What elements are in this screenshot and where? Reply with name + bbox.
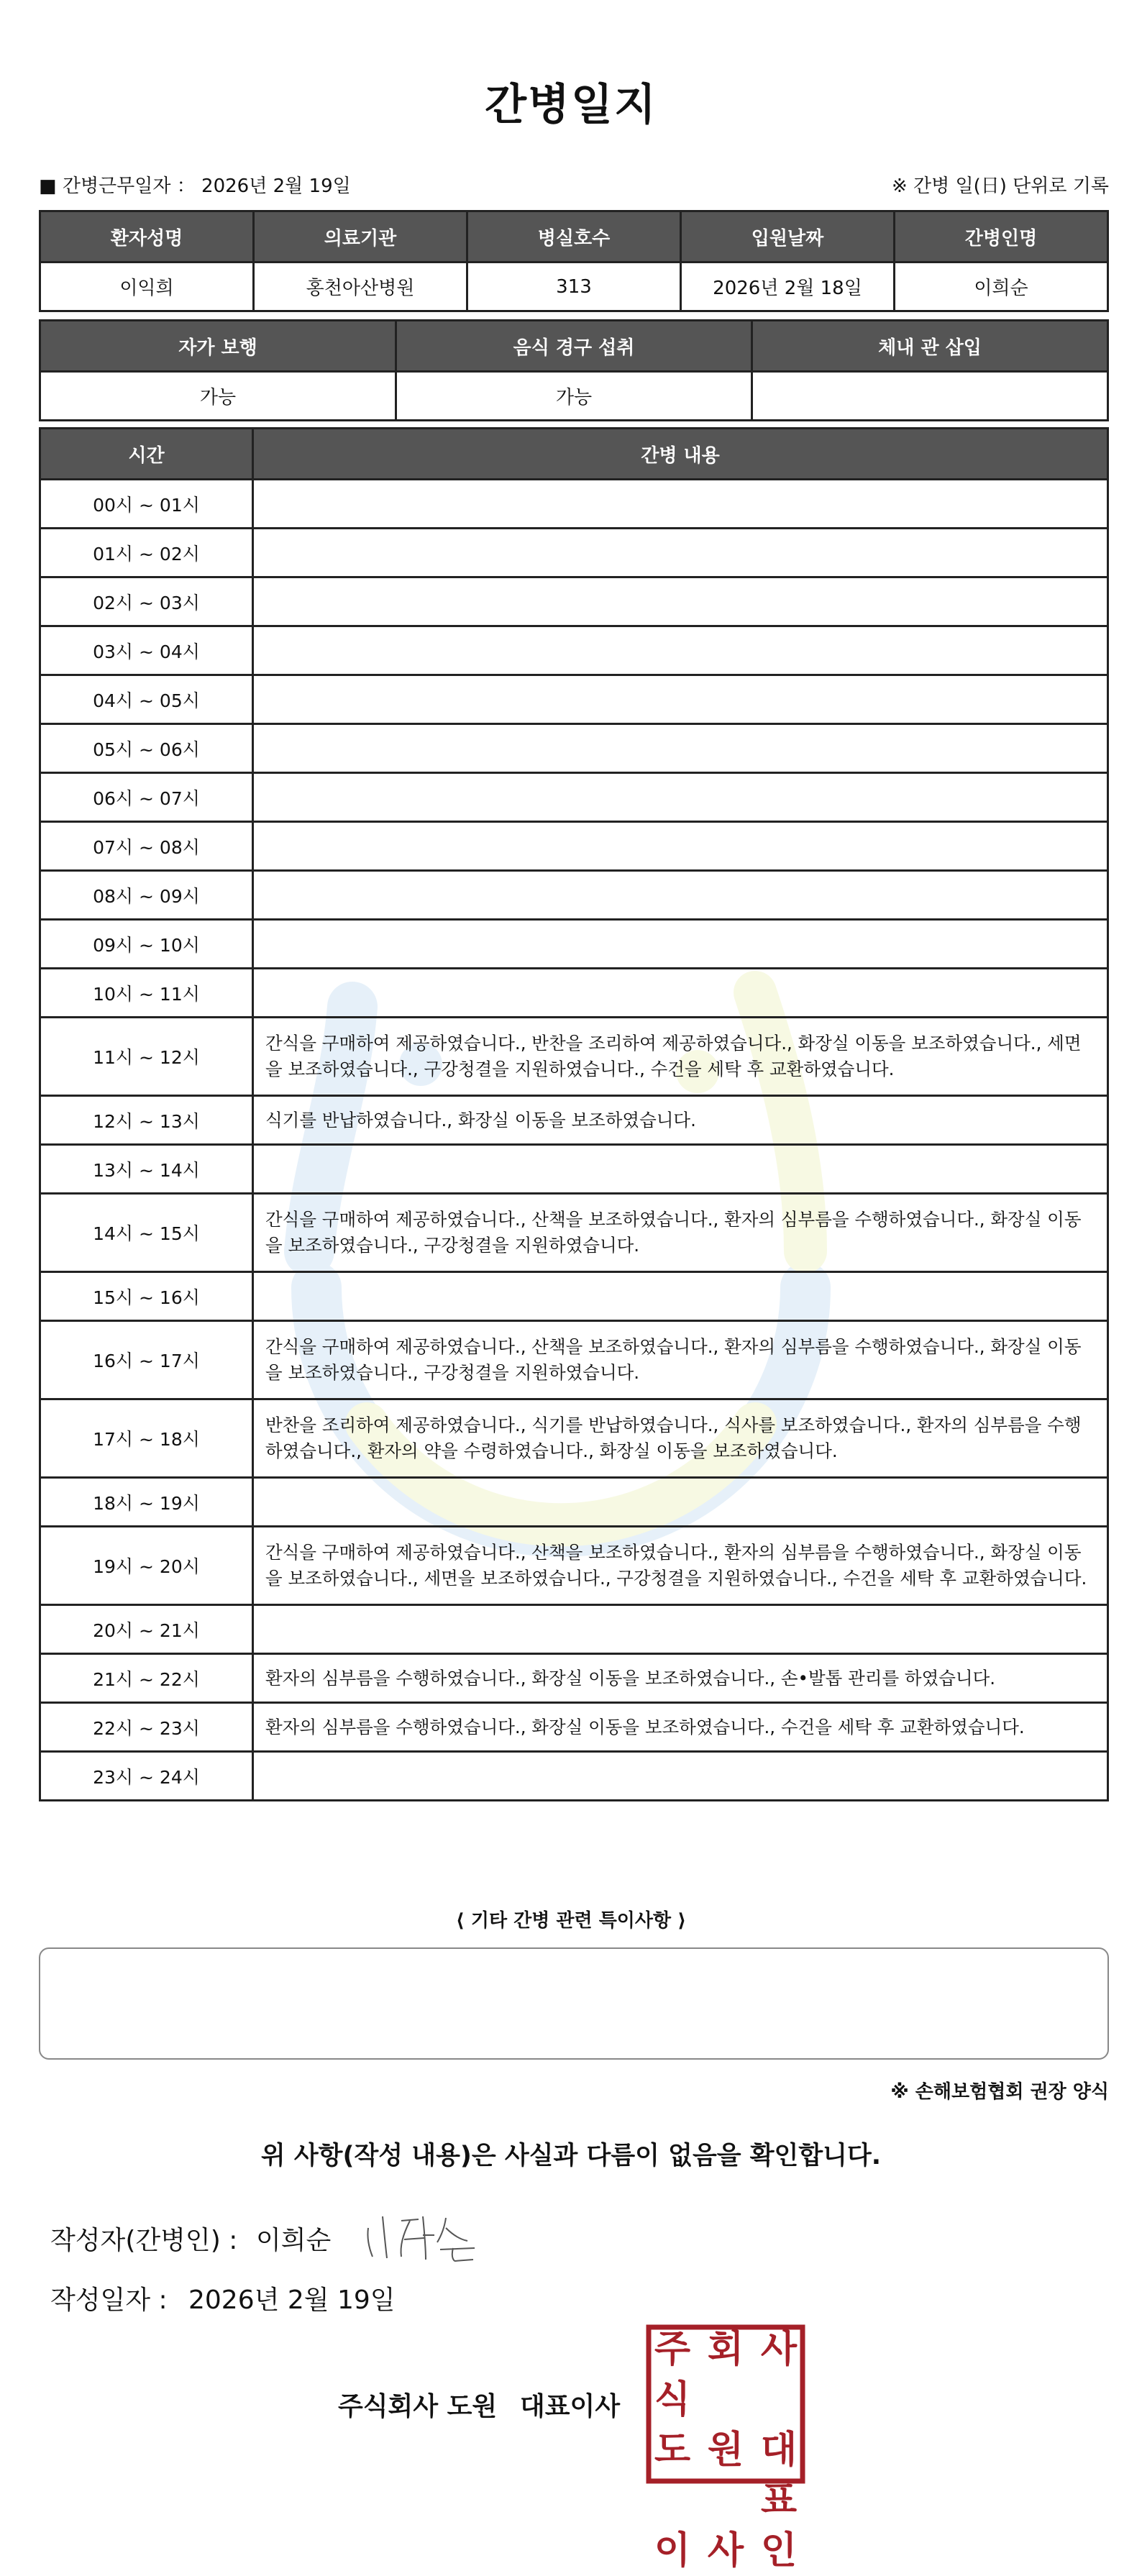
- time-slot-cell: 20시 ~ 21시: [40, 1605, 253, 1654]
- unit-note: ※ 간병 일(日) 단위로 기록: [891, 175, 1109, 197]
- time-slot-cell: 03시 ~ 04시: [40, 626, 253, 675]
- table-row: [40, 262, 1108, 311]
- time-slot-cell: 05시 ~ 06시: [40, 724, 253, 773]
- table-row: [40, 1703, 1108, 1752]
- confirmation-statement: 위 사항(작성 내용)은 사실과 다름이 없음을 확인합니다.: [260, 2142, 882, 2170]
- table-row: [40, 1096, 1108, 1145]
- header-care-content: 간병 내용: [253, 429, 1108, 480]
- table-header-row: [40, 321, 1108, 372]
- care-content-cell: [253, 480, 1108, 529]
- care-content-cell: [253, 1752, 1108, 1801]
- table-row: [40, 1527, 1108, 1605]
- walking-value: 가능: [40, 372, 396, 421]
- table-row: [40, 1321, 1108, 1399]
- time-slot-cell: 23시 ~ 24시: [40, 1752, 253, 1801]
- care-content-cell: [253, 1272, 1108, 1321]
- hospital-value: 홍천아산병원: [254, 262, 467, 311]
- time-slot-cell: 17시 ~ 18시: [40, 1399, 253, 1478]
- table-row: [40, 626, 1108, 675]
- care-content-cell: 환자의 심부름을 수행하였습니다., 화장실 이동을 보조하였습니다., 손•발톱 관리를 하였습니다.: [253, 1654, 1108, 1703]
- care-content-cell: 간식을 구매하여 제공하였습니다., 산책을 보조하였습니다., 환자의 심부름을 수행하였습니다., 화장실 이동을 보조하였습니다., 구강청결을 지원하였습니다.: [253, 1321, 1108, 1399]
- company-name: 주식회사 도원: [338, 2392, 498, 2421]
- care-content-cell: 반찬을 조리하여 제공하였습니다., 식기를 반납하였습니다., 식사를 보조하였습니다., 환자의 심부름을 수행하였습니다., 환자의 약을 수령하였습니다., 화장실 이동을 보조하였습니다.: [253, 1399, 1108, 1478]
- time-slot-cell: 04시 ~ 05시: [40, 675, 253, 724]
- time-slot-cell: 16시 ~ 17시: [40, 1321, 253, 1399]
- table-row: [40, 773, 1108, 822]
- table-row: [40, 577, 1108, 626]
- time-slot-cell: 02시 ~ 03시: [40, 577, 253, 626]
- time-slot-cell: 19시 ~ 20시: [40, 1527, 253, 1605]
- header-hospital: 의료기관: [254, 211, 467, 262]
- care-content-cell: 식기를 반납하였습니다., 화장실 이동을 보조하였습니다.: [253, 1096, 1108, 1145]
- time-slot-cell: 13시 ~ 14시: [40, 1145, 253, 1194]
- time-slot-cell: 06시 ~ 07시: [40, 773, 253, 822]
- care-content-cell: [253, 675, 1108, 724]
- table-row: [40, 969, 1108, 1018]
- time-slot-cell: 07시 ~ 08시: [40, 822, 253, 871]
- table-row: [40, 1194, 1108, 1272]
- care-content-cell: [253, 1145, 1108, 1194]
- written-date-value: 2026년 2월 19일: [188, 2285, 396, 2315]
- care-content-cell: [253, 871, 1108, 920]
- header-caregiver-name: 간병인명: [895, 211, 1108, 262]
- time-slot-cell: 14시 ~ 15시: [40, 1194, 253, 1272]
- care-content-cell: [253, 969, 1108, 1018]
- written-date-label: 작성일자 :: [50, 2285, 168, 2315]
- company-seal: [646, 2324, 805, 2572]
- table-row: [40, 1018, 1108, 1096]
- table-header-row: [40, 429, 1108, 480]
- time-slot-cell: 12시 ~ 13시: [40, 1096, 253, 1145]
- page-title: 간병일지: [485, 80, 657, 130]
- author-name: 이희순: [256, 2226, 332, 2255]
- table-row: [40, 480, 1108, 529]
- table-row: [40, 1605, 1108, 1654]
- care-content-cell: [253, 773, 1108, 822]
- remarks-box: [39, 1947, 1109, 2060]
- header-walking: 자가 보행: [40, 321, 396, 372]
- time-slot-cell: 15시 ~ 16시: [40, 1272, 253, 1321]
- admission-date-value: 2026년 2월 18일: [681, 262, 895, 311]
- care-content-cell: [253, 626, 1108, 675]
- patient-name-value: 이익희: [40, 262, 254, 311]
- table-row: [40, 529, 1108, 577]
- table-row: [40, 1752, 1108, 1801]
- time-slot-cell: 21시 ~ 22시: [40, 1654, 253, 1703]
- table-row: [40, 1272, 1108, 1321]
- ability-table: [39, 319, 1109, 421]
- remarks-title: ⟨ 기타 간병 관련 특이사항 ⟩: [455, 1910, 687, 1932]
- care-content-cell: [253, 1478, 1108, 1527]
- care-content-cell: [253, 822, 1108, 871]
- care-content-cell: [253, 577, 1108, 626]
- table-row: [40, 1399, 1108, 1478]
- time-slot-cell: 01시 ~ 02시: [40, 529, 253, 577]
- header-tube-insertion: 체내 관 삽입: [752, 321, 1108, 372]
- header-patient-name: 환자성명: [40, 211, 254, 262]
- table-row: [40, 1145, 1108, 1194]
- care-content-cell: 환자의 심부름을 수행하였습니다., 화장실 이동을 보조하였습니다., 수건을 세탁 후 교환하였습니다.: [253, 1703, 1108, 1752]
- time-slot-cell: 00시 ~ 01시: [40, 480, 253, 529]
- time-slot-cell: 22시 ~ 23시: [40, 1703, 253, 1752]
- table-row: [40, 822, 1108, 871]
- table-row: [40, 1654, 1108, 1703]
- ceo-title: 대표이사: [520, 2392, 621, 2421]
- table-row: [40, 920, 1108, 969]
- author-label: 작성자(간병인) :: [50, 2226, 238, 2255]
- care-content-cell: [253, 920, 1108, 969]
- handwritten-signature: [360, 2206, 489, 2264]
- time-slot-cell: 11시 ~ 12시: [40, 1018, 253, 1096]
- patient-info-table: [39, 210, 1109, 312]
- header-time: 시간: [40, 429, 253, 480]
- table-row: [40, 871, 1108, 920]
- header-room-number: 병실호수: [467, 211, 681, 262]
- recommended-form-note: ※ 손해보험협회 권장 양식: [890, 2081, 1109, 2103]
- time-slot-cell: 10시 ~ 11시: [40, 969, 253, 1018]
- table-row: [40, 372, 1108, 421]
- table-header-row: [40, 211, 1108, 262]
- time-slot-cell: 18시 ~ 19시: [40, 1478, 253, 1527]
- tube-insertion-value: [752, 372, 1108, 421]
- time-slot-cell: 08시 ~ 09시: [40, 871, 253, 920]
- care-content-cell: 간식을 구매하여 제공하였습니다., 산책을 보조하였습니다., 환자의 심부름을 수행하였습니다., 화장실 이동을 보조하였습니다., 세면을 보조하였습니다., 구강청결을 지원하였습니다., 수건을 세탁 후 교환하였습니다.: [253, 1527, 1108, 1605]
- care-content-cell: [253, 724, 1108, 773]
- header-admission-date: 입원날짜: [681, 211, 895, 262]
- seal-lettering: 주식 회 사 도 원 대표 이 사 인: [654, 2327, 798, 2572]
- room-number-value: 313: [467, 262, 681, 311]
- care-content-cell: 간식을 구매하여 제공하였습니다., 산책을 보조하였습니다., 환자의 심부름을 수행하였습니다., 화장실 이동을 보조하였습니다., 구강청결을 지원하였습니다.: [253, 1194, 1108, 1272]
- care-content-cell: [253, 1605, 1108, 1654]
- work-date-label: ■ 간병근무일자 ： 2026년 2월 19일: [39, 175, 351, 197]
- care-content-cell: 간식을 구매하여 제공하였습니다., 반찬을 조리하여 제공하였습니다., 화장실 이동을 보조하였습니다., 세면을 보조하였습니다., 구강청결을 지원하였습니다., 수건을 세탁 후 교환하였습니다.: [253, 1018, 1108, 1096]
- table-row: [40, 724, 1108, 773]
- table-row: [40, 675, 1108, 724]
- care-content-cell: [253, 529, 1108, 577]
- care-log-table: [39, 427, 1109, 1801]
- oral-intake-value: 가능: [396, 372, 752, 421]
- time-slot-cell: 09시 ~ 10시: [40, 920, 253, 969]
- caregiver-name-value: 이희순: [895, 262, 1108, 311]
- table-row: [40, 1478, 1108, 1527]
- header-oral-intake: 음식 경구 섭취: [396, 321, 752, 372]
